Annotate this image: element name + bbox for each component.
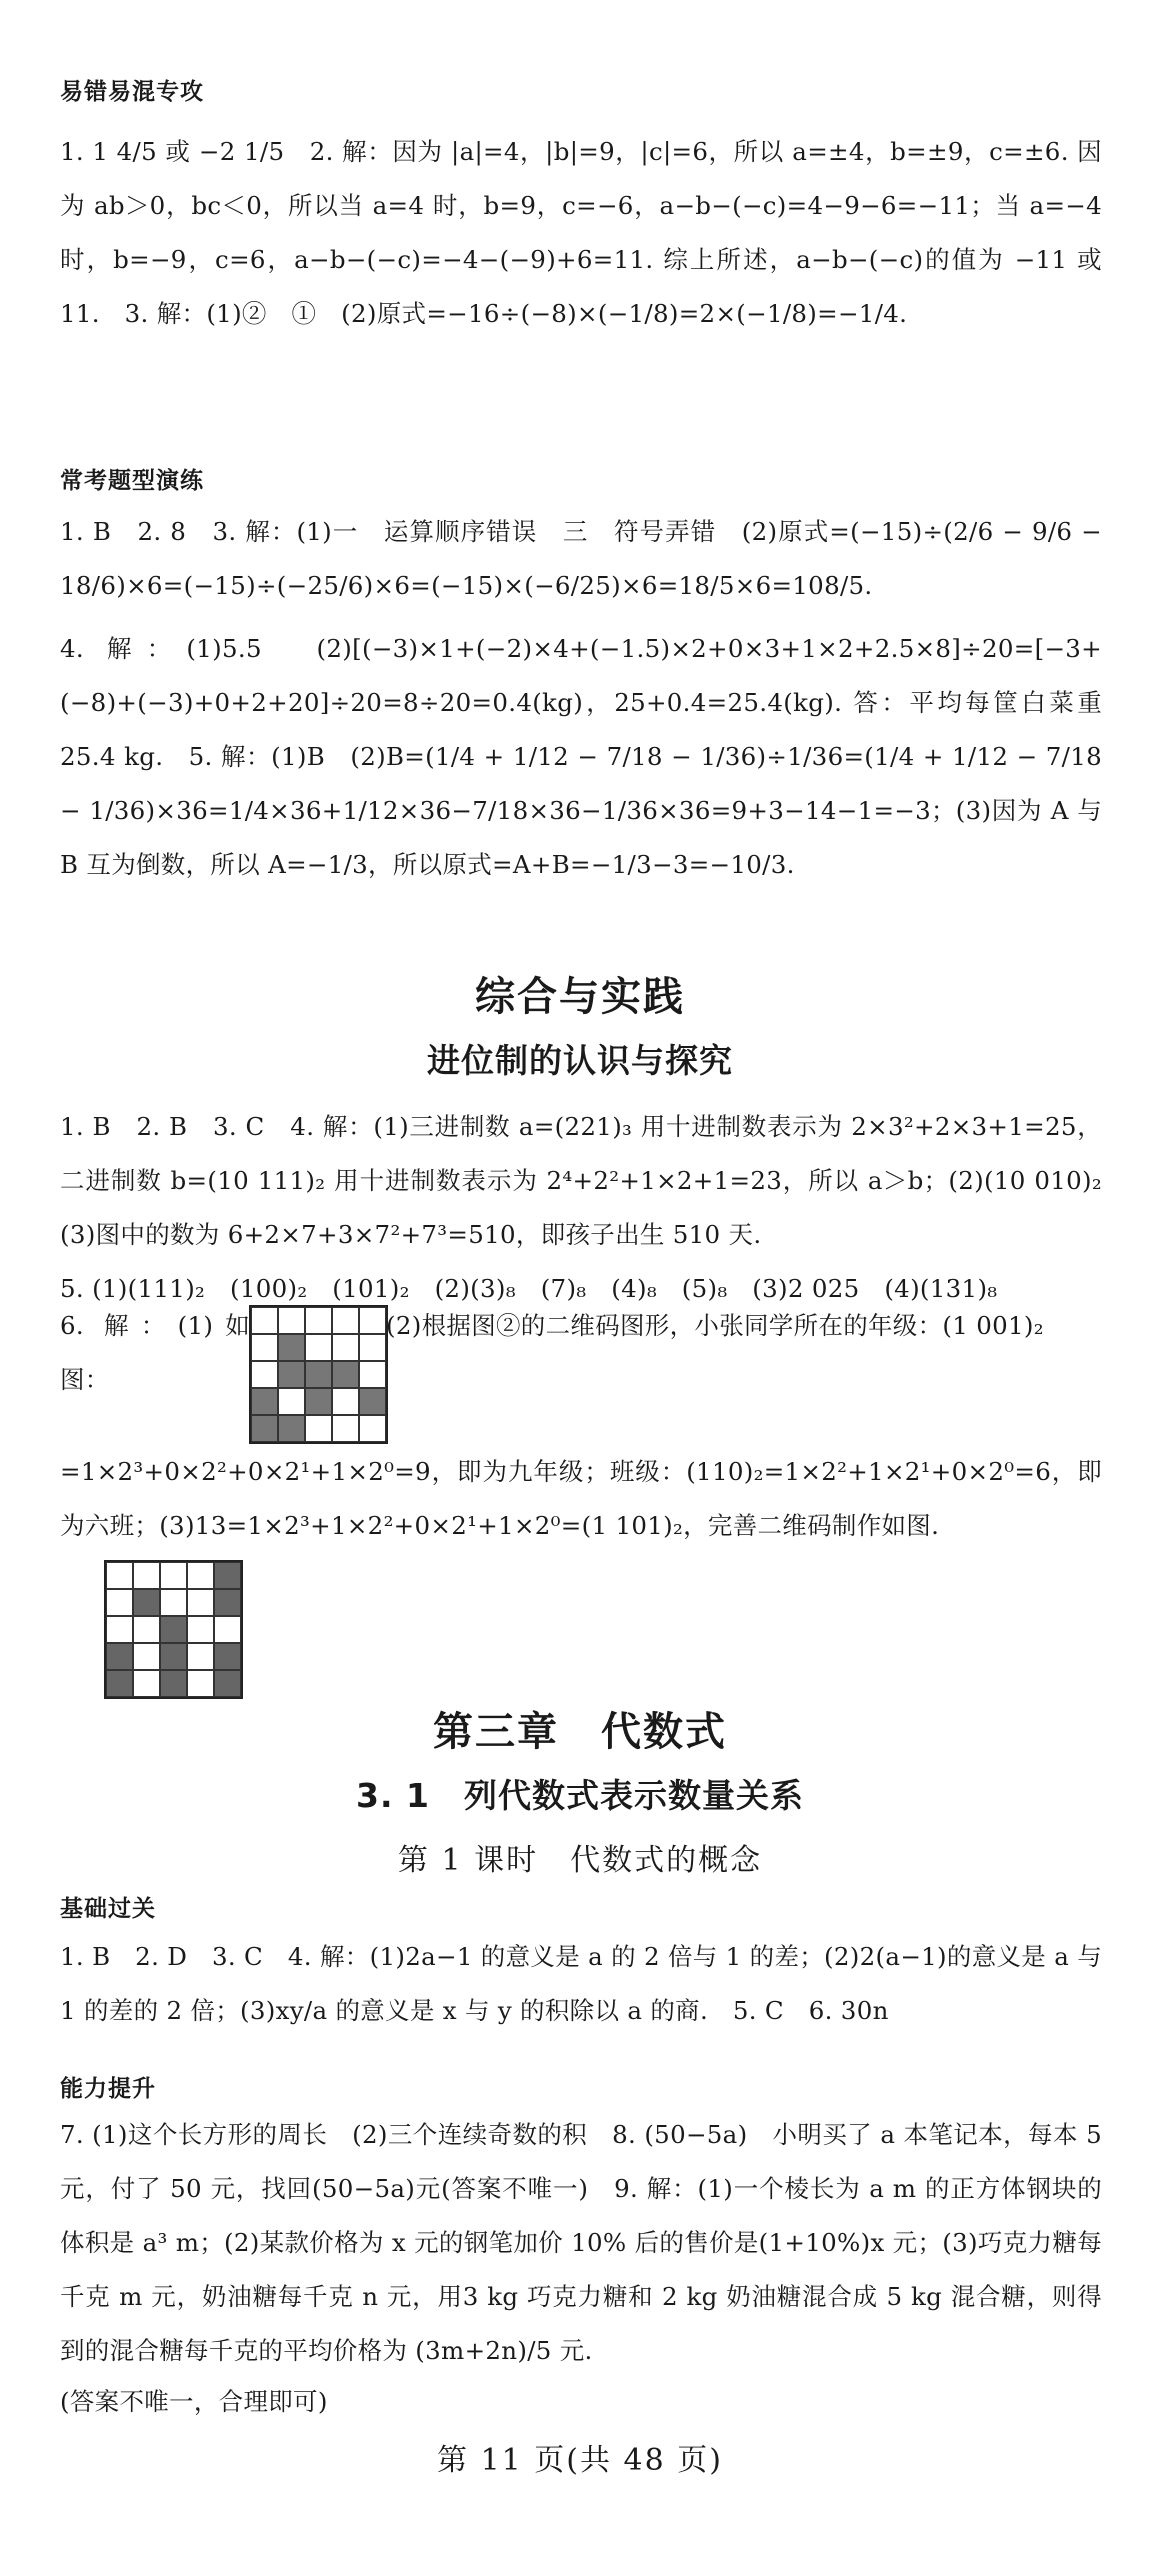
qr-cell	[359, 1361, 386, 1388]
answers-block-9: 7. (1)这个长方形的周长 (2)三个连续奇数的积 8. (50−5a) 小明买了 a 本笔记本，每本 5 元，付了 50 元，找回(50−5a)元(答案不唯一) 9. 解：(1)一个棱长为 a m 的正方体钢块的体积是 a³ m；(2)某款价格为 x 元的钢笔加价 10% 后的售价是(1+10%)x 元；(3)巧克力糖每千克 m 元，奶油糖每千克 n 元，用3 kg 巧克力糖和 2 kg 奶油糖混合成 5 kg 混合糖，则得到的混合糖每千克的平均价格为 (3m+2n)/5 元.	[60, 2120, 1102, 2365]
qr-cell	[332, 1334, 359, 1361]
qr-cell	[160, 1643, 187, 1670]
qr-cell	[305, 1334, 332, 1361]
qr-cell	[214, 1589, 241, 1616]
qr-cell	[359, 1388, 386, 1415]
section-title: 3. 1 列代数式表示数量关系	[356, 1776, 804, 1815]
answers-block-7: =1×2³+0×2²+0×2¹+1×2⁰=9，即为九年级；班级：(110)₂=1×2²+1×2¹+0×2⁰=6，即为六班；(3)13=1×2³+1×2²+0×2¹+1×2⁰=(1 101)₂，完善二维码制作如图.	[60, 1457, 1102, 1540]
qr-cell	[359, 1415, 386, 1442]
section-heading-errors: 易错易混专攻	[60, 79, 204, 105]
qr-code-figure-1	[249, 1305, 388, 1444]
answers-block-6a: 6. 解：(1)如图：	[60, 1311, 250, 1394]
qr-cell	[251, 1334, 278, 1361]
qr-cell	[305, 1415, 332, 1442]
qr-cell	[214, 1562, 241, 1589]
qr-cell	[305, 1307, 332, 1334]
qr-cell	[187, 1670, 214, 1697]
qr-cell	[359, 1334, 386, 1361]
qr-cell	[251, 1361, 278, 1388]
qr-cell	[305, 1388, 332, 1415]
chapter-title: 第三章 代数式	[433, 1709, 727, 1755]
qr-cell	[106, 1616, 133, 1643]
qr-cell	[187, 1589, 214, 1616]
qr-cell	[305, 1361, 332, 1388]
qr-cell	[106, 1562, 133, 1589]
section-heading-common: 常考题型演练	[60, 468, 204, 494]
qr-cell	[214, 1616, 241, 1643]
qr-cell	[160, 1670, 187, 1697]
qr-cell	[332, 1415, 359, 1442]
qr-cell	[106, 1643, 133, 1670]
qr-cell	[160, 1589, 187, 1616]
qr-cell	[106, 1589, 133, 1616]
qr-code-figure-2	[104, 1560, 243, 1699]
answers-block-1: 1. 1 4/5 或 −2 1/5 2. 解：因为 |a|=4，|b|=9，|c|=6，所以 a=±4，b=±9，c=±6. 因为 ab＞0，bc＜0，所以当 a=4 时，b=9，c=−6，a−b−(−c)=4−9−6=−11；当 a=−4 时，b=−9，c=6，a−b−(−c)=−4−(−9)+6=11. 综上所述，a−b−(−c)的值为 −11 或 11. 3. 解：(1)② ① (2)原式=−16÷(−8)×(−1/8)=2×(−1/8)=−1/4.	[60, 137, 1102, 328]
answers-block-2: 1. B 2. 8 3. 解：(1)一 运算顺序错误 三 符号弄错 (2)原式=(−15)÷(2/6 − 9/6 − 18/6)×6=(−15)÷(−25/6)×6=(−15)×(−6/25)×6=18/5×6=108/5.	[60, 517, 1102, 600]
page-footer: 第 11 页(共 48 页)	[437, 2443, 723, 2478]
qr-cell	[214, 1670, 241, 1697]
qr-cell	[133, 1616, 160, 1643]
qr-cell	[278, 1388, 305, 1415]
practice-subtitle: 进位制的认识与探究	[427, 1041, 733, 1080]
answers-block-3: 4. 解：(1)5.5 (2)[(−3)×1+(−2)×4+(−1.5)×2+0×3+1×2+2.5×8]÷20=[−3+(−8)+(−3)+0+2+20]÷20=8÷20=0.4(kg)，25+0.4=25.4(kg). 答：平均每筐白菜重 25.4 kg. 5. 解：(1)B (2)B=(1/4 + 1/12 − 7/18 − 1/36)÷1/36=(1/4 + 1/12 − 7/18 − 1/36)×36=1/4×36+1/12×36−7/18×36−1/36×36=9+3−14−1=−3；(3)因为 A 与 B 互为倒数，所以 A=−1/3，所以原式=A+B=−1/3−3=−10/3.	[60, 634, 1102, 879]
qr-cell	[251, 1415, 278, 1442]
qr-cell	[251, 1307, 278, 1334]
qr-cell	[187, 1562, 214, 1589]
answers-block-8: 1. B 2. D 3. C 4. 解：(1)2a−1 的意义是 a 的 2 倍与 1 的差；(2)2(a−1)的意义是 a 与 1 的差的 2 倍；(3)xy/a 的意义是 x 与 y 的积除以 a 的商. 5. C 6. 30n	[60, 1942, 1102, 2025]
qr-cell	[332, 1307, 359, 1334]
qr-cell	[278, 1415, 305, 1442]
qr-cell	[359, 1307, 386, 1334]
qr-cell	[251, 1388, 278, 1415]
qr-cell	[133, 1589, 160, 1616]
answers-block-5: 5. (1)(111)₂ (100)₂ (101)₂ (2)(3)₈ (7)₈ (4)₈ (5)₈ (3)2 025 (4)(131)₈	[60, 1274, 998, 1303]
qr-cell	[278, 1361, 305, 1388]
qr-cell	[133, 1670, 160, 1697]
qr-cell	[214, 1643, 241, 1670]
lesson-title: 第 1 课时 代数式的概念	[397, 1843, 763, 1878]
qr-cell	[133, 1643, 160, 1670]
qr-cell	[160, 1562, 187, 1589]
qr-cell	[160, 1616, 187, 1643]
qr-cell	[278, 1334, 305, 1361]
section-heading-ability: 能力提升	[60, 2076, 156, 2102]
qr-cell	[332, 1388, 359, 1415]
practice-title: 综合与实践	[475, 974, 685, 1020]
qr-cell	[106, 1670, 133, 1697]
qr-cell	[187, 1616, 214, 1643]
section-heading-basic: 基础过关	[60, 1896, 156, 1922]
answers-note: (答案不唯一，合理即可)	[60, 2387, 328, 2416]
answers-block-4: 1. B 2. B 3. C 4. 解：(1)三进制数 a=(221)₃ 用十进制数表示为 2×3²+2×3+1=25，二进制数 b=(10 111)₂ 用十进制数表示为 2⁴+2²+1×2+1=23，所以 a＞b；(2)(10 010)₂ (3)图中的数为 6+2×7+3×7²+7³=510，即孩子出生 510 天.	[60, 1112, 1127, 1249]
qr-cell	[133, 1562, 160, 1589]
qr-cell	[332, 1361, 359, 1388]
qr-cell	[278, 1307, 305, 1334]
qr-cell	[187, 1643, 214, 1670]
answers-block-6b: (2)根据图②的二维码图形，小张同学所在的年级：(1 001)₂	[386, 1311, 1044, 1340]
